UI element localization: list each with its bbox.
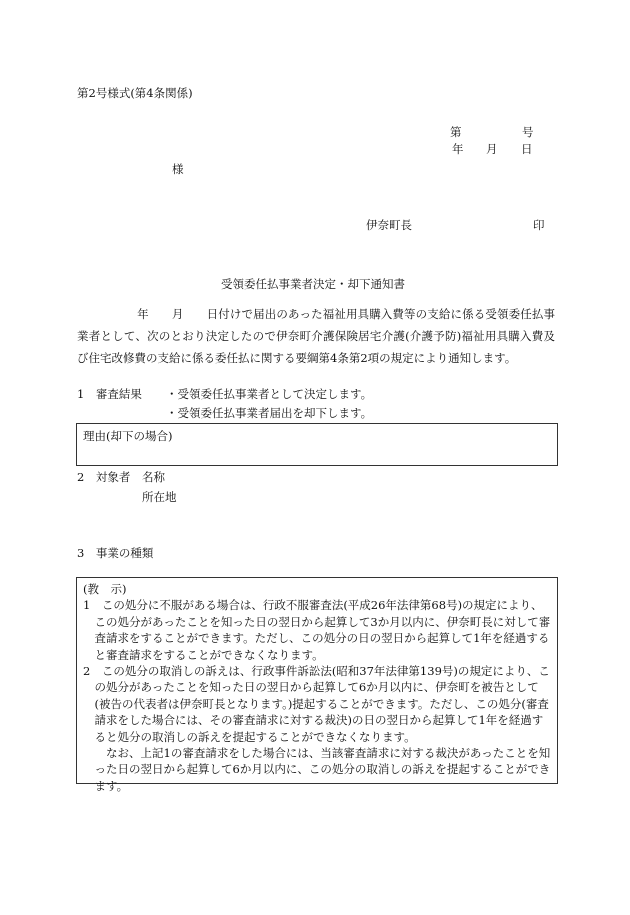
addressee-suffix: 様 [172, 162, 184, 176]
section1-label: 1 審査結果 [77, 387, 142, 401]
reason-label: 理由(却下の場合) [83, 429, 173, 443]
target-name-label: 名称 [142, 470, 165, 484]
notice-heading: (教 示) [83, 582, 127, 596]
date-day: 日 [521, 142, 533, 156]
document-title: 受領委任払事業者決定・却下通知書 [221, 277, 405, 291]
intro-text: 日付けで届出のあった福祉用具購入費等の支給に係る受領委任払事業者として、次のとおり決定したので伊奈町介護保険居宅介護(介護予防)福祉用具購入費及び住宅改修費の支給に係る委任払に関する要綱第4条第2項の規定により通知します。 [77, 307, 556, 365]
option-approve: ・受領委任払事業者として決定します。 [166, 387, 373, 401]
notice-item-1: 1 この処分に不服がある場合は、行政不服審査法(平成26年法律第68号)の規定により、この処分があったことを知った日の翌日から起算して3か月以内に、伊奈町長に対して審査請求をすることができます。ただし、この処分の日の翌日から起算して1年を経過すると審査請求をすることができなくなります。 [83, 598, 551, 662]
form-label: 第2号様式(第4条関係) [77, 86, 193, 100]
section2-label: 2 対象者 [77, 470, 131, 484]
section3-label: 3 事業の種類 [77, 546, 154, 560]
option-reject: ・受領委任払事業者届出を却下します。 [166, 406, 373, 420]
issuer-title: 伊奈町長 [366, 218, 412, 232]
intro-paragraph [77, 303, 555, 369]
seal-mark: 印 [533, 218, 545, 232]
date-month: 月 [486, 142, 498, 156]
notice-box [76, 577, 558, 793]
intro-month: 月 [171, 307, 184, 321]
notice-item-2-note: なお、上記1の審査請求をした場合には、当該審査請求に対する裁決があったことを知った日の翌日から起算して6か月以内に、この処分の取消しの訴えを提起することができます。 [94, 746, 551, 793]
number-prefix: 第 [450, 125, 462, 139]
notice-item-2: 2 この処分の取消しの訴えは、行政事件訴訟法(昭和37年法律第139号)の規定により、この処分があったことを知った日の翌日から起算して6か月以内に、伊奈町を被告として(被告の代表者は伊奈町長となります。)提起することができます。ただし、この処分(審査請求をした場合には、その審査請求に対する裁決)の日の翌日から起算して1年を経過すると処分の取消しの訴えを提起することができなくなります。 [83, 664, 550, 744]
intro-year: 年 [137, 307, 149, 321]
date-year: 年 [452, 142, 464, 156]
reason-box [76, 423, 558, 466]
target-address-label: 所在地 [142, 490, 177, 504]
number-suffix: 号 [522, 125, 534, 139]
